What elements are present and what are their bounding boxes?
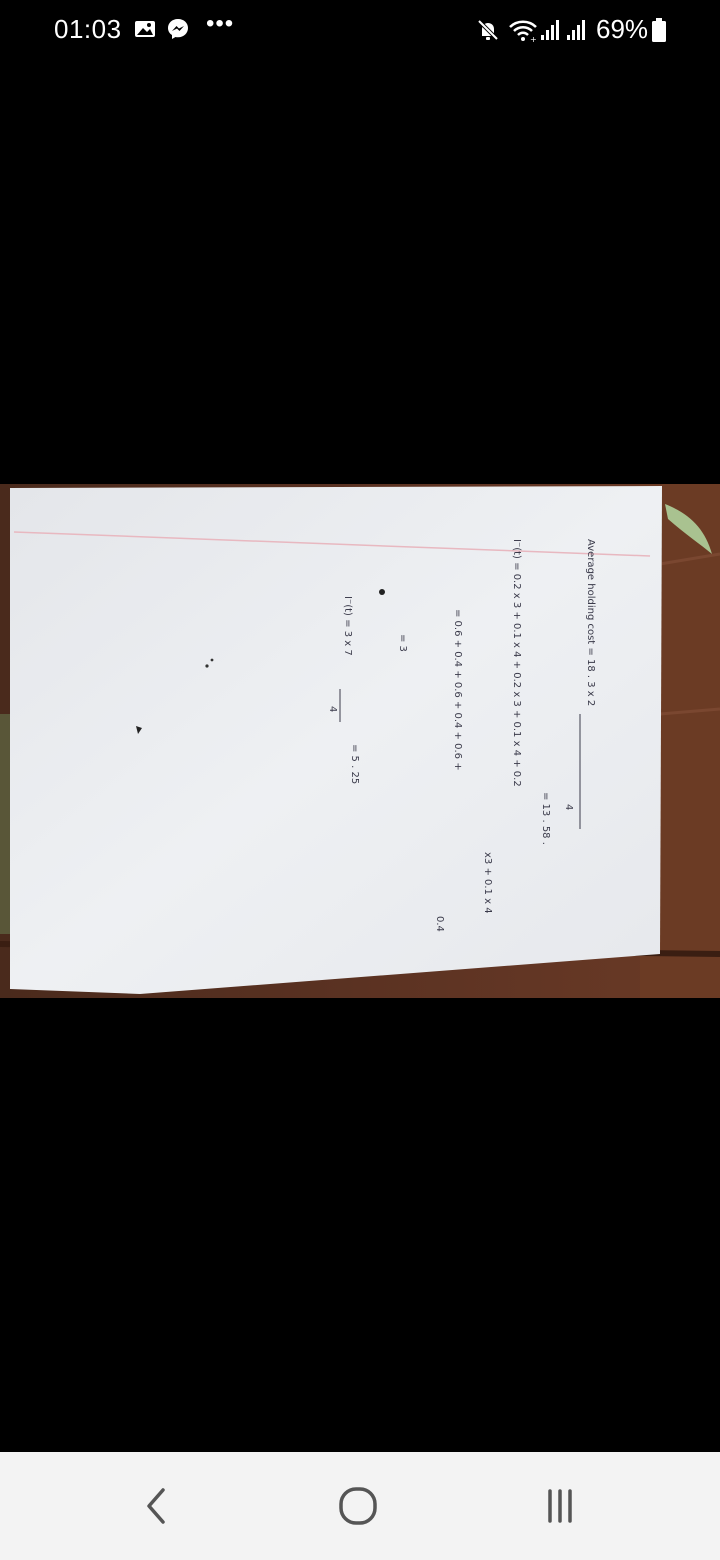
- battery-icon: [652, 18, 666, 42]
- back-chevron-icon: [141, 1486, 171, 1526]
- home-button[interactable]: [288, 1452, 428, 1560]
- signal-icon: [566, 18, 586, 42]
- note-line-result-525: = 5 . 25: [349, 744, 360, 785]
- note-line-denominator-1: 4: [563, 804, 574, 811]
- note-line-I-t-continuation: x3 + 0.1 x 4: [482, 852, 493, 914]
- note-line-I-t-expression: I⁻(t) = 0.2 x 3 + 0.1 x 4 + 0.2 x 3 + 0.1 x 4 + 0.2: [511, 539, 522, 787]
- messenger-notification-icon: [167, 18, 189, 40]
- status-time: 01:03: [54, 14, 122, 44]
- photo-viewer-image[interactable]: [0, 484, 720, 998]
- status-bar: [0, 0, 720, 60]
- back-button[interactable]: [86, 1452, 226, 1560]
- signal-icon: [540, 18, 560, 42]
- recents-button[interactable]: [490, 1452, 630, 1560]
- battery-percentage: 69%: [596, 14, 649, 44]
- note-line-average-holding-cost: Average holding cost = 18 . 3 x 2: [585, 539, 596, 707]
- handwritten-notes-photo: [0, 484, 720, 998]
- mute-icon: [476, 18, 500, 42]
- navigation-bar: [0, 1452, 720, 1560]
- svg-text:+: +: [530, 35, 537, 42]
- more-notifications-icon: •••: [206, 10, 235, 37]
- note-line-equals-3: = 3: [397, 634, 408, 652]
- note-line-sum-continuation: 0.4: [434, 916, 445, 932]
- note-line-I-t-fraction: I⁻(t) = 3 x 7: [342, 596, 353, 656]
- note-line-sum: = 0.6 + 0.4 + 0.6 + 0.4 + 0.6 +: [452, 609, 463, 771]
- recents-icon: [540, 1486, 580, 1526]
- note-line-result-1358: = 13 . 58 .: [540, 792, 551, 845]
- home-icon: [336, 1484, 380, 1528]
- wifi-icon: [508, 18, 538, 42]
- gallery-notification-icon: [134, 20, 156, 38]
- note-line-denominator-2: 4: [327, 706, 338, 713]
